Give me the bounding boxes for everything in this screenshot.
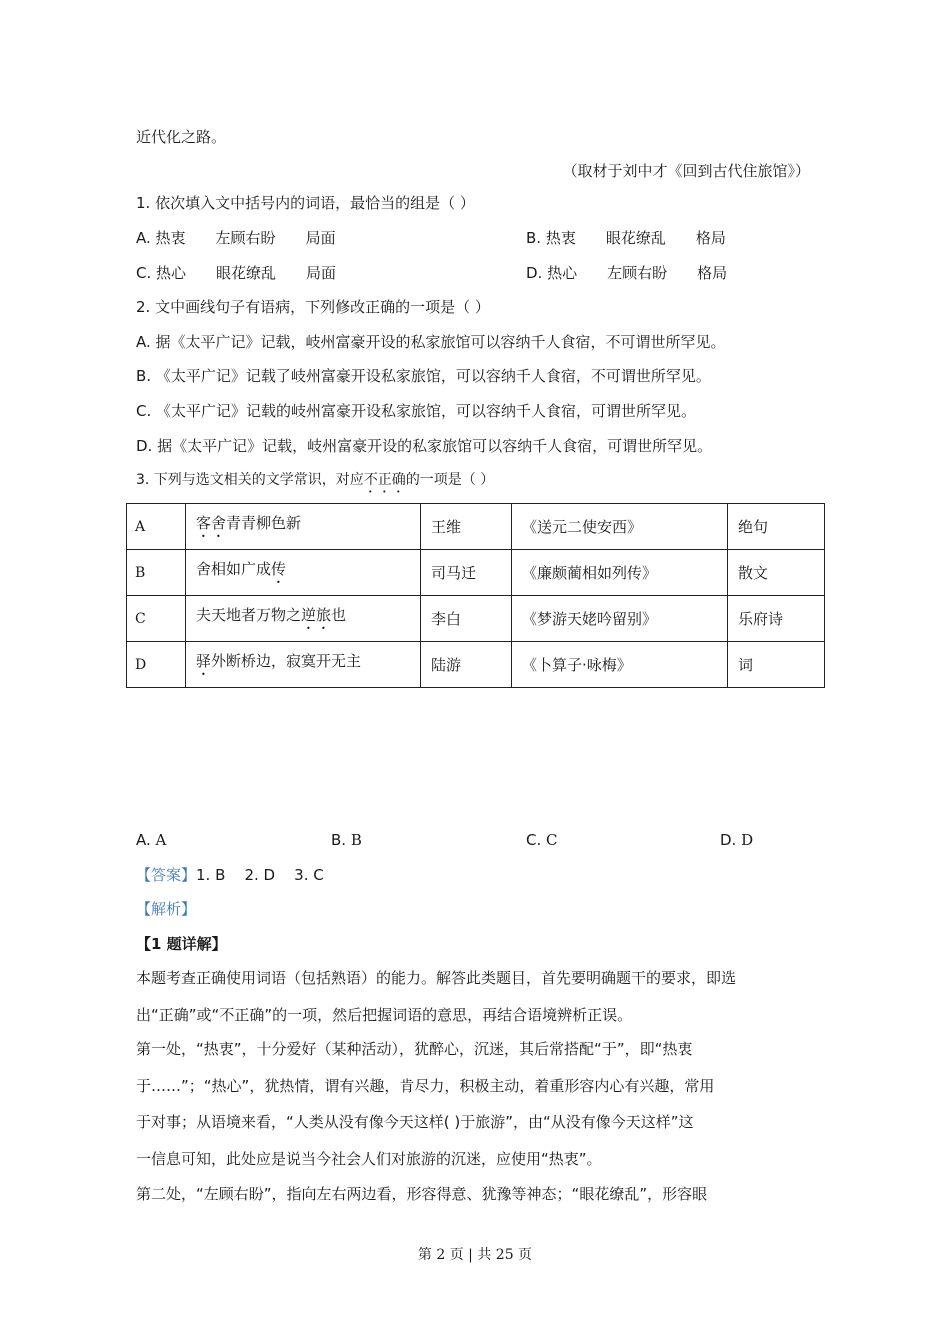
- q1-stem: 1. 依次填入文中括号内的词语，最恰当的组是（ ）: [136, 194, 475, 212]
- row-work: 《送元二使安西》: [512, 504, 728, 550]
- literature-table: [126, 503, 825, 688]
- row-genre: 词: [728, 642, 825, 688]
- row-quote: 舍相如广成传: [186, 550, 421, 596]
- row-key: C: [127, 596, 186, 642]
- table-row: [127, 642, 825, 688]
- q2-option-b: B. 《太平广记》记载了岐州富豪开设私家旅馆，可以容纳千人食宿，不可谓世所罕见。: [136, 367, 711, 385]
- body-line: 本题考查正确使用词语（包括熟语）的能力。解答此类题目，首先要明确题干的要求，即选: [136, 969, 737, 987]
- q1-option-b: B. 热衷 眼花缭乱 格局: [526, 229, 726, 247]
- q3-stem: 3. 下列与选文相关的文学常识，对应不正确的一项是（ ）: [136, 472, 495, 488]
- row-author: 李白: [421, 596, 512, 642]
- analysis-label: 【解析】: [136, 900, 197, 918]
- body-line: 一信息可知，此处应是说当今社会人们对旅游的沉迷，应使用“热衷”。: [136, 1150, 602, 1168]
- row-genre: 散文: [728, 550, 825, 596]
- page-footer: 第 2 页 | 共 25 页: [417, 1247, 533, 1263]
- table-row: [127, 504, 825, 550]
- q1-option-a: A. 热衷 左顾右盼 局面: [136, 229, 336, 247]
- q3-option-b: B. B: [331, 831, 362, 849]
- q1-option-c: C. 热心 眼花缭乱 局面: [136, 264, 337, 282]
- row-genre: 乐府诗: [728, 596, 825, 642]
- row-key: A: [127, 504, 186, 550]
- detail-title: 【1 题详解】: [136, 935, 227, 953]
- row-quote: 客舍青青柳色新: [186, 504, 421, 550]
- row-genre: 绝句: [728, 504, 825, 550]
- row-work: 《廉颇蔺相如列传》: [512, 550, 728, 596]
- row-work: 《梦游天姥吟留别》: [512, 596, 728, 642]
- table-row: [127, 596, 825, 642]
- answer-text: 1. B 2. D 3. C: [196, 866, 324, 884]
- row-key: B: [127, 550, 186, 596]
- answer-line: [136, 865, 324, 885]
- q2-option-d: D. 据《太平广记》记载，岐州富豪开设的私家旅馆可以容纳千人食宿，可谓世所罕见。: [136, 437, 713, 455]
- row-key: D: [127, 642, 186, 688]
- intro-tail: 近代化之路。: [136, 128, 227, 146]
- source-citation: （取材于刘中才《回到古代住旅馆》）: [562, 162, 810, 180]
- q1-option-d: D. 热心 左顾右盼 格局: [526, 264, 728, 282]
- row-quote: 驿外断桥边，寂寞开无主: [186, 642, 421, 688]
- row-author: 王维: [421, 504, 512, 550]
- q2-stem: 2. 文中画线句子有语病，下列修改正确的一项是（ ）: [136, 298, 490, 316]
- emphasis-text: 不正确: [363, 472, 406, 488]
- answer-label: 【答案】: [136, 866, 197, 884]
- q3-option-d: D. D: [720, 831, 754, 849]
- row-work: 《卜算子·咏梅》: [512, 642, 728, 688]
- row-quote: 夫天地者万物之逆旅也: [186, 596, 421, 642]
- row-author: 陆游: [421, 642, 512, 688]
- body-line: 出“正确”或“不正确”的一项，然后把握词语的意思，再结合语境辨析正误。: [136, 1006, 633, 1024]
- q3-option-c: C. C: [526, 831, 558, 849]
- row-author: 司马迁: [421, 550, 512, 596]
- q2-option-a: A. 据《太平广记》记载，岐州富豪开设的私家旅馆可以容纳千人食宿，不可谓世所罕见。: [136, 333, 726, 351]
- body-line: 第二处，“左顾右盼”，指向左右两边看，形容得意、犹豫等神态；“眼花缭乱”，形容眼: [136, 1185, 708, 1203]
- body-line: 第一处，“热衷”，十分爱好（某种活动），犹醉心，沉迷，其后常搭配“于”，即“热衷: [136, 1040, 693, 1058]
- q2-option-c: C. 《太平广记》记载的岐州富豪开设私家旅馆，可以容纳千人食宿，可谓世所罕见。: [136, 402, 697, 420]
- q3-option-a: A. A: [136, 831, 167, 849]
- body-line: 于……”；“热心”，犹热情，谓有兴趣，肯尽力，积极主动，着重形容内心有兴趣，常用: [136, 1077, 715, 1095]
- table-row: [127, 550, 825, 596]
- body-line: 于对事；从语境来看，“人类从没有像今天这样( )于旅游”，由“从没有像今天这样”这: [136, 1113, 694, 1131]
